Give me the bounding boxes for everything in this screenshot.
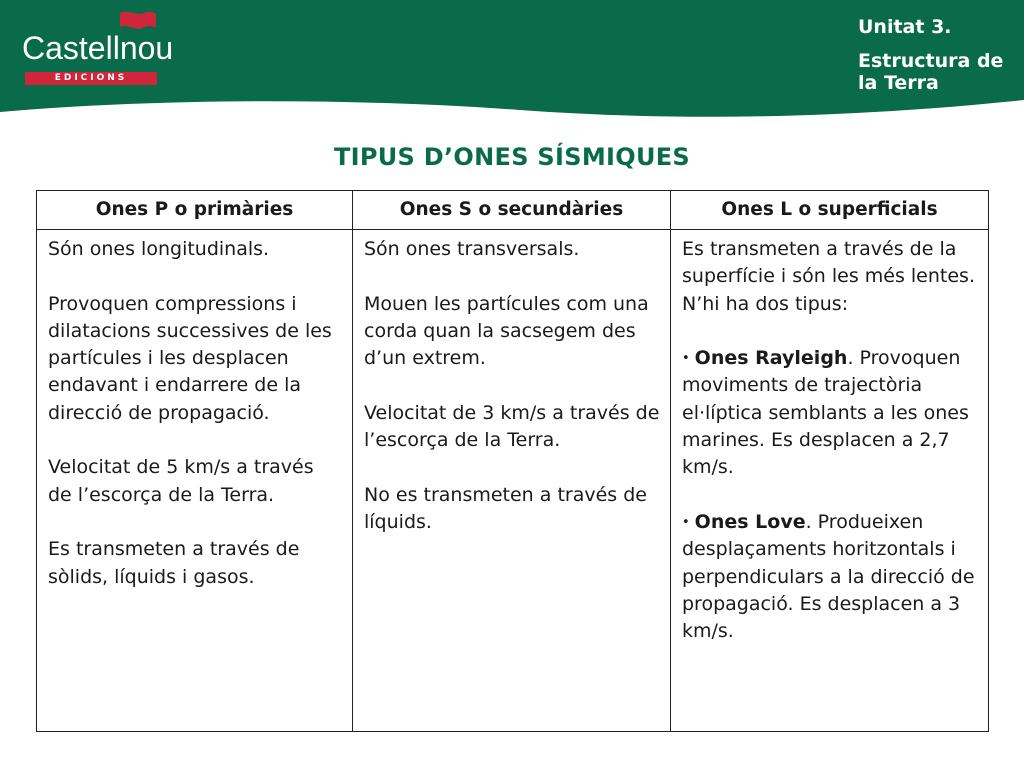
- bullet-icon: •: [682, 351, 690, 367]
- table-body-row: [37, 230, 989, 732]
- p-waves-speed: Velocitat de 5 km/s a través de l’escorça de la Terra.: [48, 456, 314, 506]
- header-p-waves: Ones P o primàries: [37, 191, 353, 230]
- p-waves-type: Són ones longitudinals.: [48, 238, 270, 260]
- unit-subtitle: Estructura de la Terra: [858, 50, 1004, 94]
- flag-icon: [118, 10, 158, 32]
- logo-ribbon: EDICIONS: [25, 72, 157, 85]
- table-header-row: [37, 191, 989, 230]
- page-title: TIPUS D’ONES SÍSMIQUES: [333, 143, 691, 171]
- rayleigh-term: Ones Rayleigh: [694, 347, 848, 370]
- cell-s-waves: [353, 230, 671, 732]
- s-waves-media: No es transmeten a través de líquids.: [364, 483, 647, 533]
- cell-p-waves: [37, 230, 353, 732]
- unit-number: Unitat 3.: [858, 16, 952, 38]
- logo-wordmark: Castellnou: [22, 30, 174, 66]
- publisher-logo: [22, 10, 174, 83]
- s-waves-motion: Mouen les partícules com una corda quan la sacsegem des d’un extrem.: [364, 292, 649, 370]
- s-waves-speed: Velocitat de 3 km/s a través de l’escorça de la Terra.: [364, 401, 660, 452]
- unit-label: [858, 16, 1018, 94]
- rayleigh-item: [682, 345, 978, 481]
- love-item: [682, 509, 978, 645]
- s-waves-type: Són ones transversals.: [364, 238, 580, 260]
- cell-l-waves: [671, 230, 989, 732]
- rayleigh-description: . Provoquen moviments de trajectòria el·líptica semblants a les ones marines. Es desplacen a 2,7 km/s.: [682, 347, 969, 479]
- header-s-waves: Ones S o secundàries: [353, 191, 671, 230]
- p-waves-media: Es transmeten a través de sòlids, líquids i gasos.: [48, 538, 300, 588]
- love-description: . Produeixen desplaçaments horitzontals i perpendiculars a la direcció de propagació. Es desplacen a 3 km/s.: [682, 510, 975, 643]
- love-term: Ones Love: [694, 510, 806, 533]
- header-l-waves: Ones L o superficials: [671, 191, 989, 230]
- bullet-icon: •: [682, 514, 690, 530]
- seismic-waves-table: [36, 190, 989, 732]
- l-waves-intro: Es transmeten a través de la superfície i són les més lentes. N’hi ha dos tipus:: [682, 238, 975, 315]
- p-waves-motion: Provoquen compressions i dilatacions successives de les partícules i les desplacen endavant i endarrere de la direcció de propagació.: [48, 292, 332, 424]
